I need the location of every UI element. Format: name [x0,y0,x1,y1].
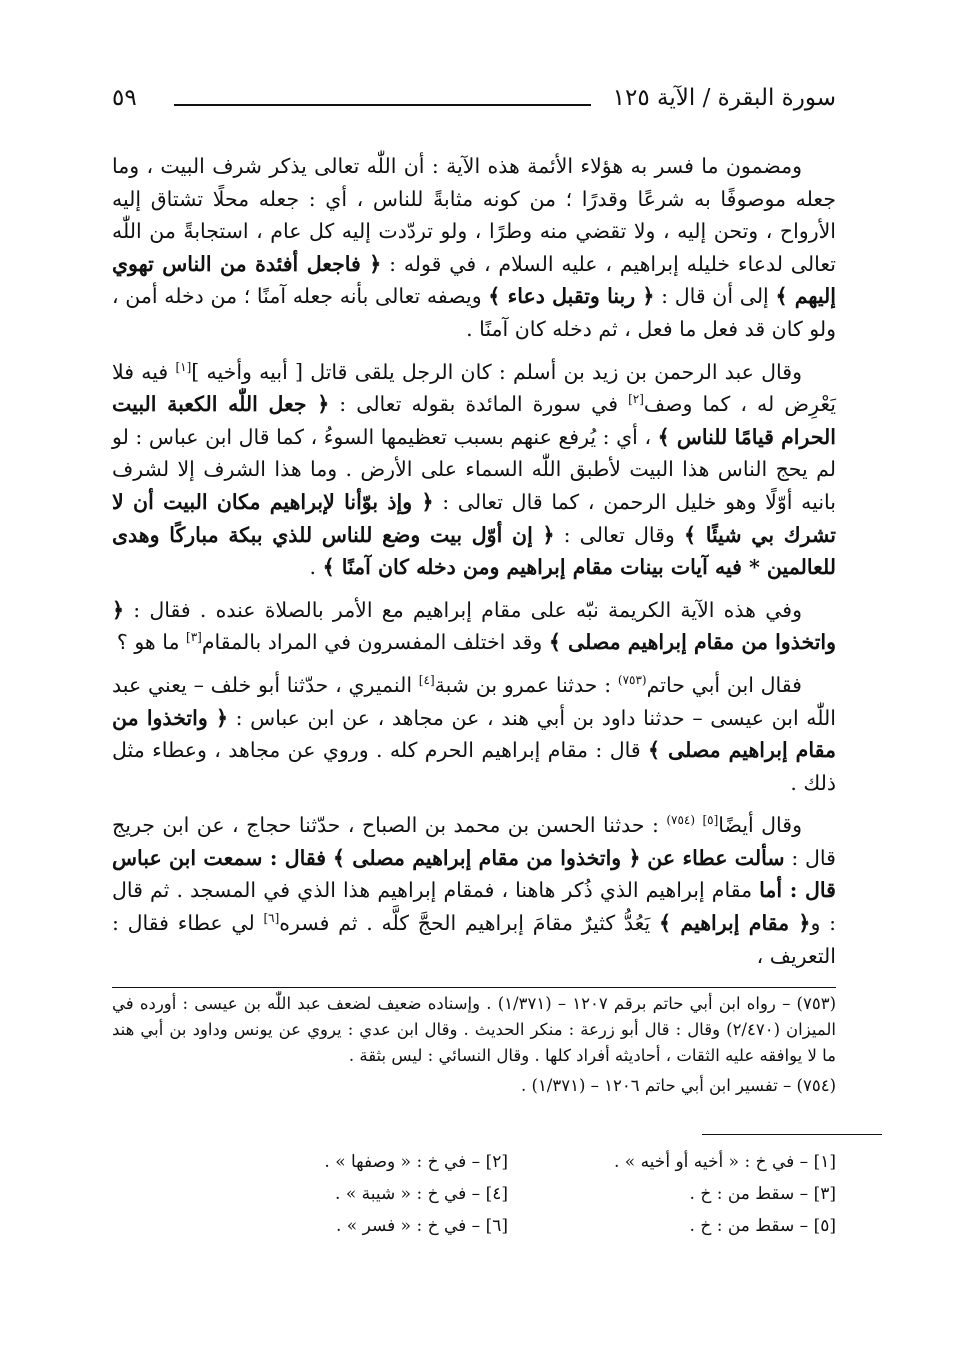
variant-note: [١] – في خ : « أخيه أو أخيه » . [613,1152,836,1172]
paragraph-3 [112,594,836,659]
header-title: سورة البقرة / الآية ١٢٥ [612,85,836,111]
footnote-753: (٧٥٣) – رواه ابن أبي حاتم برقم ١٢٠٧ – (١/٣٧١) . وإسناده ضعيف لضعف عبد اللّٰه بن عيسى : أورده في الميزان (٢/٤٧٠) وقال : قال أبو زرعة : منكر الحديث . وقال ابن عدي : يروي عن يونس وداود بن أبي هند ما لا يوافقه عليه الثقات ، أحاديثه أفراد كلها . وقال النسائي : ليس بثقة . [112,994,836,1065]
main-text [112,150,836,982]
paragraph-4 [112,669,836,799]
text: فقال ابن أبي حاتم [646,672,802,697]
variants-row [180,1178,836,1210]
paragraph-1 [112,150,836,346]
variant-note: [٢] – في خ : « وصفها » . [324,1152,508,1172]
quran-verse: ﴿ واتخذوا من مقام إبراهيم مصلى ﴾ [112,705,836,763]
text: وقال أيضًا [718,813,802,838]
paragraph-2 [112,356,836,584]
variant-note: [٦] – في خ : « فسر » . [335,1216,508,1236]
text: ويصفه تعالى بأنه جعله آمنًا ؛ من دخله أمن ، ولو كان قد فعل ما فعل ، ثم دخله كان آمنًا . [112,284,836,341]
quran-verse: ﴿ واتخذوا من مقام إبراهيم مصلى ﴾ [332,845,641,870]
variants-row [180,1146,836,1178]
variant-ref: [٥] [702,813,719,828]
header-rule [174,104,591,106]
quran-verse: ﴿ فاجعل أفئدة من الناس تهوي إليهم ﴾ [112,251,836,309]
variant-note: [٤] – في خ : « شيبة » . [335,1184,508,1204]
text: وقد اختلف المفسرون في المراد بالمقام [201,630,543,655]
running-header [112,85,836,125]
bold-text: سألت عطاء عن [647,845,785,870]
page-number: ٥٩ [112,85,137,111]
text: لي عطاء فقال : التعريف ، [112,911,836,968]
variants-row [180,1210,836,1242]
text: النميري ، حدّثنا أبو خلف – يعني عبد اللّٰه ابن عيسى – حدثنا داود بن أبي هند ، عن مجاهد ، عن ابن عباس : [112,672,836,730]
variant-ref: [٦] [263,911,280,926]
text: وفي هذه الآية الكريمة نبّه على مقام إبراهيم مع الأمر بالصلاة عنده . فقال : [133,597,802,622]
quran-verse: ﴿ جعل اللّٰه الكعبة البيت الحرام قيامًا للناس ﴾ [112,392,836,449]
text: في سورة المائدة بقوله تعالى : [339,392,619,417]
footnote-separator [112,987,836,988]
quran-verse: ﴿ مقام إبراهيم ﴾ [659,911,811,936]
quran-verse: ﴿ وإذ بوّأنا لإبراهيم مكان البيت أن لا تشرك بي شيئًا ﴾ [112,489,836,547]
quran-verse: ﴿ ربنا وتقبل دعاء ﴾ [488,284,655,309]
footnote-ref: (٧٥٤) [666,813,696,828]
text: . [309,555,317,580]
quran-verse: ﴿ إن أوّل بيت وضع للناس للذي ببكة مباركًا وهدى للعالمين * فيه آيات بينات مقام إبراهيم ومن دخله كان آمنًا ﴾ [112,522,836,580]
bold-text: فقال : سمعت ابن عباس قال : أما [112,845,836,903]
footnote-ref: (٧٥٣) [617,673,647,688]
variant-note: [٥] – سقط من : خ . [689,1216,836,1236]
footnotes [112,991,836,1103]
variant-ref: [١] [175,359,192,374]
variant-ref: [٣] [186,630,202,645]
text: ، أي : يُرفع عنهم بسبب تعظيمها السوءُ ، كما قال ابن عباس : لو لم يحج الناس هذا البيت لأطبق اللّٰه السماء على الأرض . وما هذا الشرف إلا لشرف بانيه أوّلًا وهو خليل الرحمن ، كما قال تعالى : [112,424,836,514]
variants-separator [702,1134,882,1135]
text: ما هو ؟ [116,630,180,655]
text: فيه فلا يَعْرِض له ، كما وصف [112,359,836,417]
text: وقال تعالى : [563,522,675,547]
paragraph-5 [112,809,836,972]
variant-ref: [٢] [628,392,644,407]
text: ومضمون ما فسر به هؤلاء الأئمة هذه الآية : أن اللّٰه تعالى يذكر شرف البيت ، وما جعله موصوفًا به شرعًا وقدرًا ؛ من كونه مثابةً للناس ، أي : جعله محلًا تشتاق إليه الأرواح ، وتحن إليه ، ولا تقضي منه وطرًا ، ولو تردّدت إليه كل عام ، استجابةً من اللّٰه تعالى لدعاء خليله إبراهيم ، عليه السلام ، في قوله : [112,154,836,276]
text: مقام إبراهيم الذي ذُكر هاهنا ، فمقام إبراهيم هذا الذي في المسجد . ثم قال : و [112,878,836,936]
text: قال : مقام إبراهيم الحرم كله . وروي عن مجاهد ، وعطاء مثل ذلك . [112,738,836,795]
text: إلى أن قال : [661,284,769,309]
text: يَعُدُّ كثيرٌ مقامَ إبراهيم الحجَّ كلَّه . ثم فسره [279,911,651,936]
quran-verse: ﴿ واتخذوا من مقام إبراهيم مصلى ﴾ [112,597,836,655]
text: وقال عبد الرحمن بن زيد بن أسلم : كان الرجل يلقى قاتل [ أبيه وأخيه ] [191,359,802,384]
text: : حدثنا عمرو بن شبة [434,672,612,697]
manuscript-variants [180,1146,836,1242]
text: : حدثنا الحسن بن محمد بن الصباح ، حدّثنا حجاج ، عن ابن جريج قال : [112,813,836,870]
variant-note: [٣] – سقط من : خ . [689,1184,836,1204]
footnote-754: (٧٥٤) – تفسير ابن أبي حاتم ١٢٠٦ – (١/٣٧١) . [521,1076,836,1095]
variant-ref: [٤] [418,673,435,688]
